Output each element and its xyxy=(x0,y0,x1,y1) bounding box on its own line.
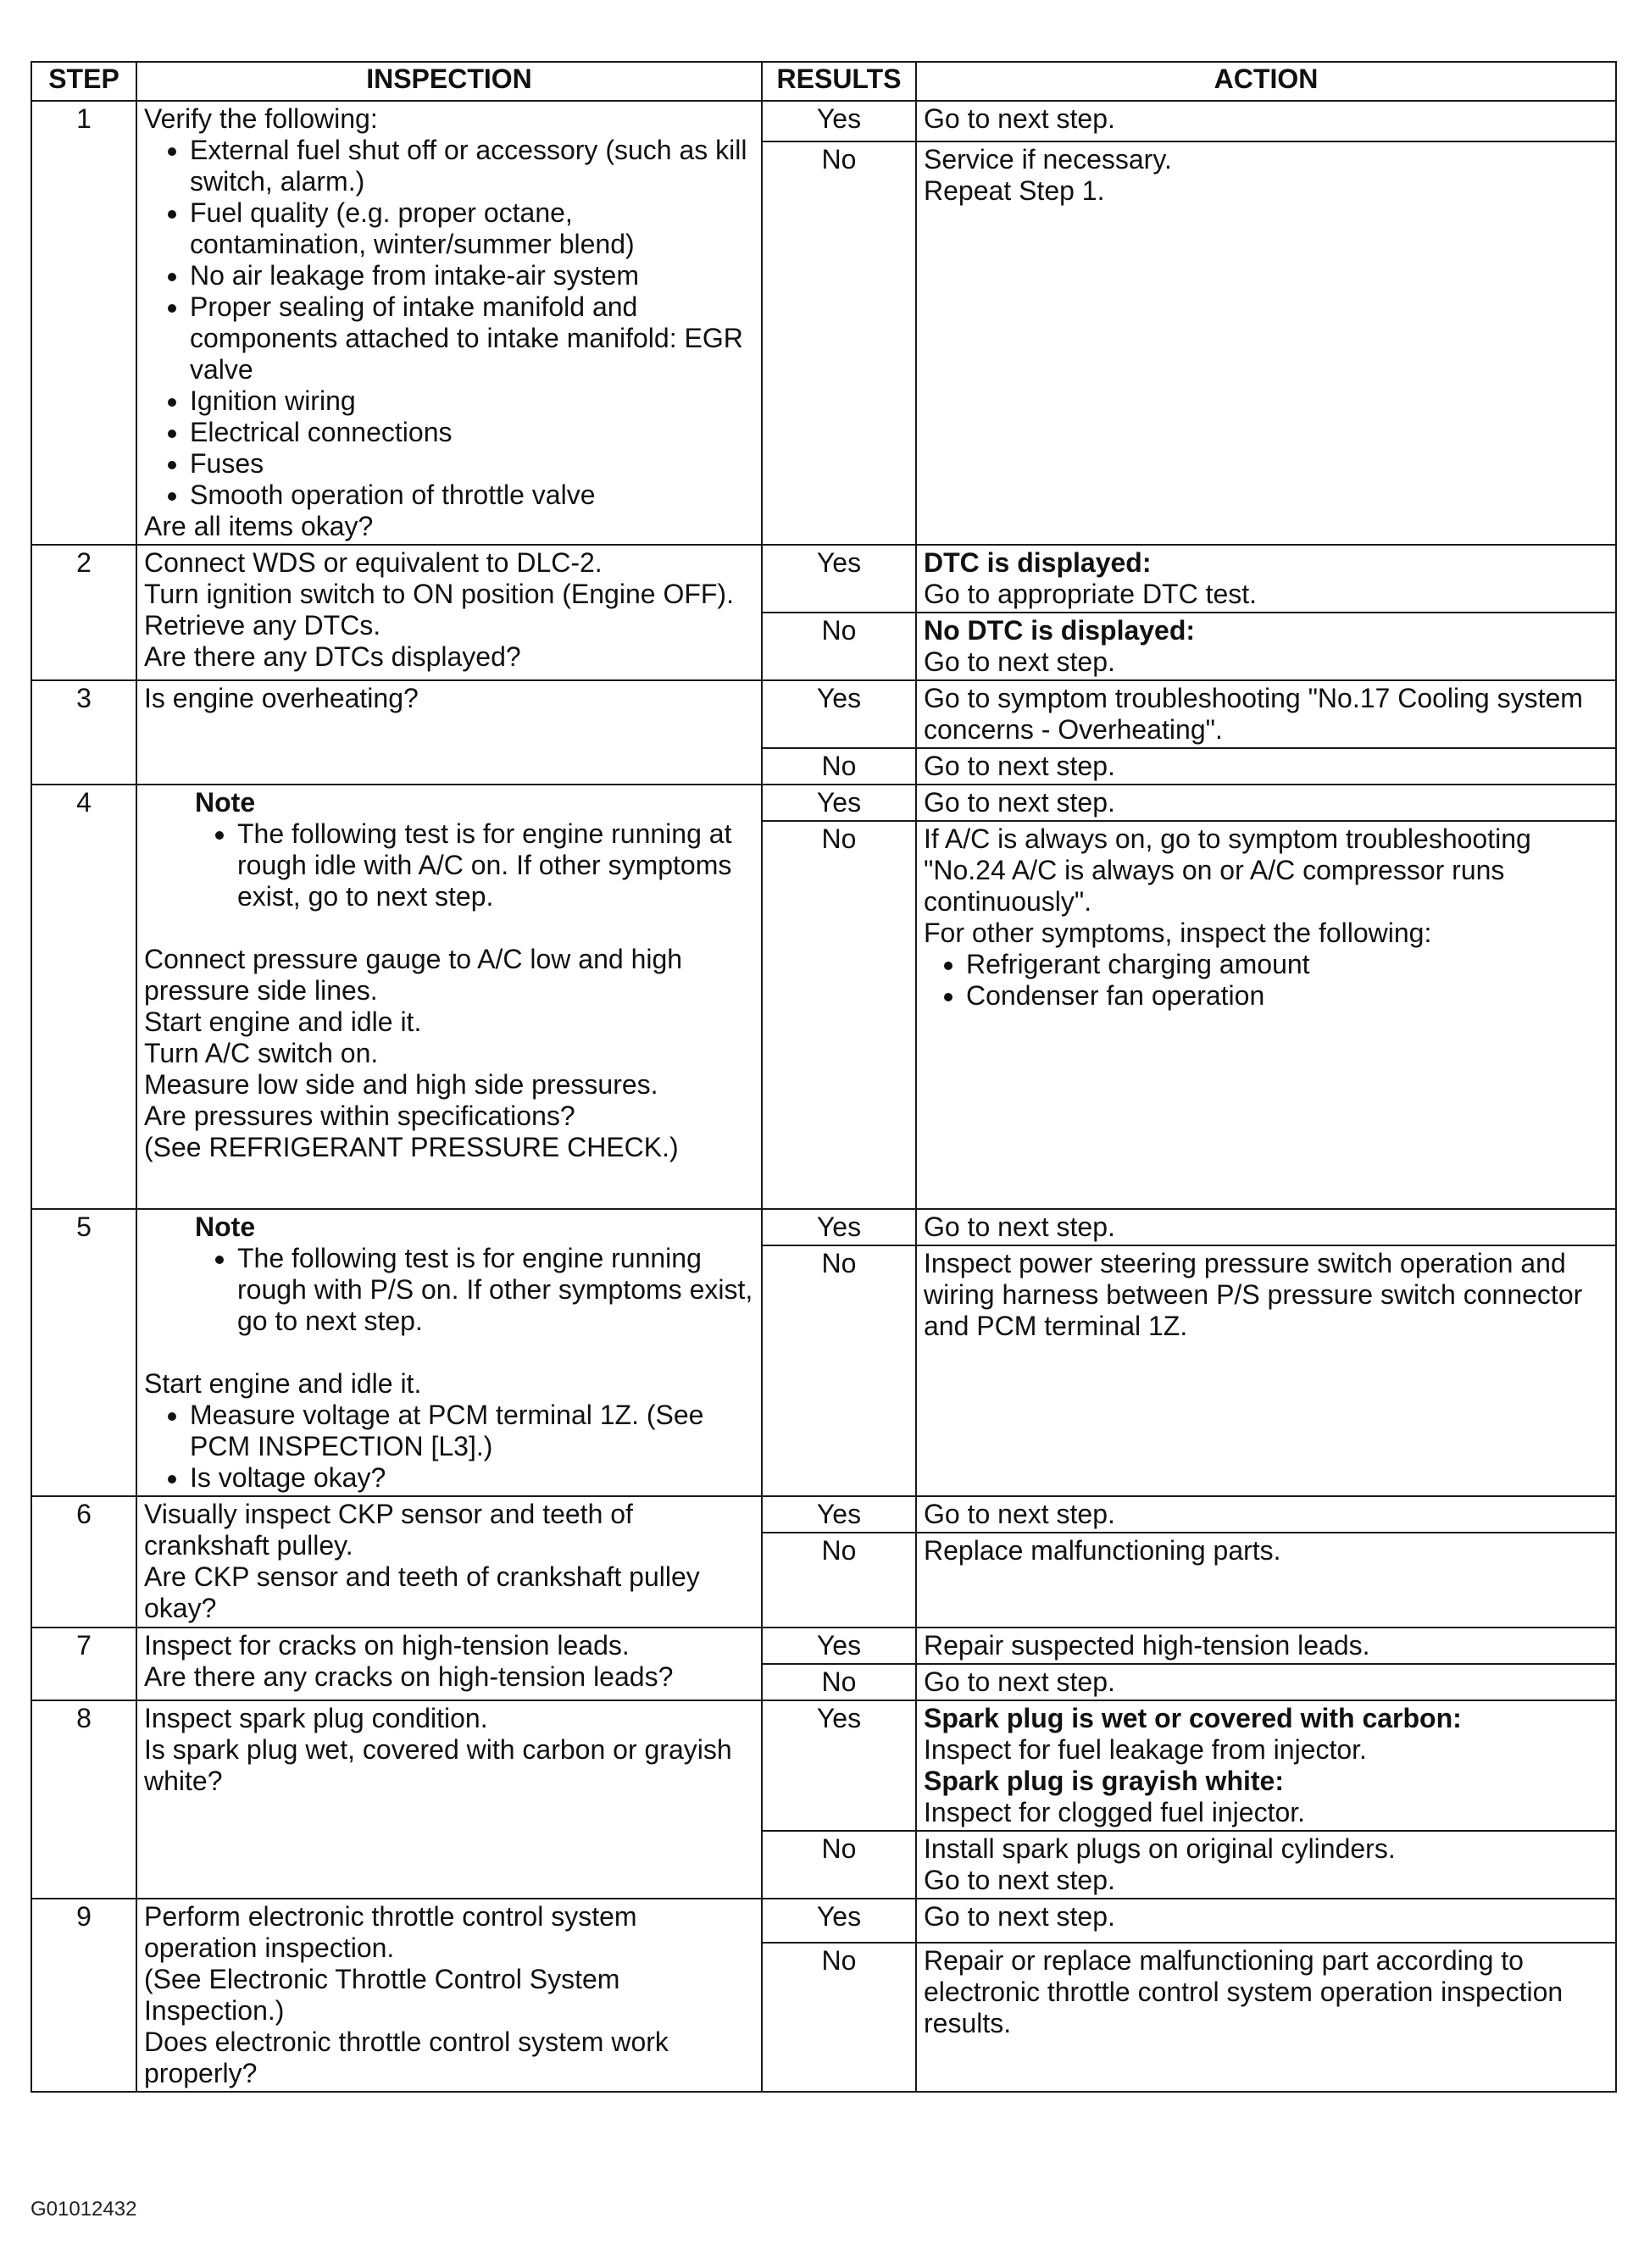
action-yes: Repair suspected high-tension leads. xyxy=(916,1628,1616,1664)
result-yes: Yes xyxy=(762,545,916,613)
action-title: Spark plug is wet or covered with carbon: xyxy=(924,1703,1462,1733)
inspection-list xyxy=(144,1400,754,1494)
step-4-yes-row xyxy=(31,785,1616,821)
spacer xyxy=(144,1337,754,1368)
action-line: Go to next step. xyxy=(924,1865,1115,1895)
result-no: No xyxy=(762,1245,916,1496)
action-no: Inspect power steering pressure switch operation and wiring harness between P/S pressure switch connector and PCM terminal 1Z. xyxy=(916,1245,1616,1496)
step-8-inspection xyxy=(136,1700,762,1899)
action-yes: Go to next step. xyxy=(916,1899,1616,1943)
action-list xyxy=(924,949,1608,1012)
result-no: No xyxy=(762,141,916,545)
action-yes: Go to next step. xyxy=(916,1496,1616,1533)
inspection-line: Perform electronic throttle control system operation inspection. xyxy=(144,1901,637,1963)
action-item: • Condenser fan operation xyxy=(966,980,1608,1012)
inspection-line: Connect WDS or equivalent to DLC-2. xyxy=(144,547,603,578)
inspection-line: Turn ignition switch to ON position (Engine OFF). xyxy=(144,579,734,609)
action-no: Replace malfunctioning parts. xyxy=(916,1533,1616,1628)
step-3-yes-row xyxy=(31,680,1616,748)
inspection-line: Are pressures within specifications? xyxy=(144,1101,575,1131)
inspection-line: Is spark plug wet, covered with carbon or grayish white? xyxy=(144,1734,732,1796)
step-number: 3 xyxy=(31,680,136,785)
inspection-intro: Verify the following: xyxy=(144,103,378,134)
action-no: Repair or replace malfunctioning part according to electronic throttle control system operation inspection results. xyxy=(916,1943,1616,2092)
inspection-line: (See Electronic Throttle Control System Inspection.) xyxy=(144,1964,620,2026)
step-number: 2 xyxy=(31,545,136,680)
inspection-item: • Is voltage okay? xyxy=(190,1462,754,1494)
action-no xyxy=(916,1831,1616,1899)
note-text: • The following test is for engine running at rough idle with A/C on. If other symptoms exist, go to next step. xyxy=(237,818,754,912)
inspection-list xyxy=(144,135,754,511)
inspection-item: • Fuses xyxy=(190,448,754,480)
result-no: No xyxy=(762,1831,916,1899)
action-line: For other symptoms, inspect the following: xyxy=(924,918,1432,948)
step-4-inspection xyxy=(136,785,762,1209)
step-5-yes-row xyxy=(31,1209,1616,1245)
step-7-yes-row xyxy=(31,1628,1616,1664)
result-no: No xyxy=(762,1664,916,1700)
action-line: Service if necessary. xyxy=(924,144,1172,175)
step-5-inspection xyxy=(136,1209,762,1496)
step-6-inspection xyxy=(136,1496,762,1628)
action-yes: Go to next step. xyxy=(916,101,1616,141)
step-number: 8 xyxy=(31,1700,136,1899)
result-yes: Yes xyxy=(762,785,916,821)
header-results: RESULTS xyxy=(762,62,916,101)
action-title: No DTC is displayed: xyxy=(924,615,1196,646)
action-item: • Refrigerant charging amount xyxy=(966,949,1608,980)
inspection-line: Start engine and idle it. xyxy=(144,1368,422,1399)
action-title: DTC is displayed: xyxy=(924,547,1152,578)
inspection-question: Are all items okay? xyxy=(144,511,374,541)
header-row xyxy=(31,62,1616,101)
result-no: No xyxy=(762,1943,916,2092)
inspection-line: Connect pressure gauge to A/C low and high pressure side lines. xyxy=(144,944,683,1006)
action-no: Go to next step. xyxy=(916,1664,1616,1700)
note-text: • The following test is for engine running rough with P/S on. If other symptoms exist, go to next step. xyxy=(237,1243,754,1337)
inspection-item: • Smooth operation of throttle valve xyxy=(190,480,754,511)
step-1-inspection xyxy=(136,101,762,545)
step-number: 7 xyxy=(31,1628,136,1700)
step-8-yes-row xyxy=(31,1700,1616,1831)
action-yes: Go to next step. xyxy=(916,785,1616,821)
result-yes: Yes xyxy=(762,1628,916,1664)
inspection-line: Measure low side and high side pressures. xyxy=(144,1069,658,1100)
result-no: No xyxy=(762,821,916,1209)
action-title: Spark plug is grayish white: xyxy=(924,1766,1284,1796)
inspection-item: • Measure voltage at PCM terminal 1Z. (See PCM INSPECTION [L3].) xyxy=(190,1400,754,1462)
action-line: Inspect for clogged fuel injector. xyxy=(924,1797,1306,1827)
action-yes xyxy=(916,545,1616,613)
action-no xyxy=(916,821,1616,1209)
header-step: STEP xyxy=(31,62,136,101)
action-line: If A/C is always on, go to symptom troubleshooting "No.24 A/C is always on or A/C compressor runs continuously". xyxy=(924,823,1531,917)
result-yes: Yes xyxy=(762,1209,916,1245)
result-yes: Yes xyxy=(762,680,916,748)
inspection-line: Are there any cracks on high-tension leads? xyxy=(144,1661,674,1692)
note-title: Note xyxy=(195,787,256,818)
note-list xyxy=(195,1243,754,1337)
inspection-item: • Fuel quality (e.g. proper octane, contamination, winter/summer blend) xyxy=(190,197,754,260)
step-number: 1 xyxy=(31,101,136,545)
action-line: Go to appropriate DTC test. xyxy=(924,579,1258,609)
step-2-inspection xyxy=(136,545,762,680)
step-6-yes-row xyxy=(31,1496,1616,1533)
step-number: 6 xyxy=(31,1496,136,1628)
inspection-line: Does electronic throttle control system work properly? xyxy=(144,2027,669,2088)
step-9-inspection xyxy=(136,1899,762,2092)
step-number: 4 xyxy=(31,785,136,1209)
note-list xyxy=(195,818,754,912)
action-line: Go to next step. xyxy=(924,646,1115,677)
inspection-item: • External fuel shut off or accessory (such as kill switch, alarm.) xyxy=(190,135,754,197)
action-line: Inspect for fuel leakage from injector. xyxy=(924,1734,1367,1765)
step-number: 9 xyxy=(31,1899,136,2092)
action-yes: Go to next step. xyxy=(916,1209,1616,1245)
note-title: Note xyxy=(195,1212,256,1242)
inspection-line: Visually inspect CKP sensor and teeth of crankshaft pulley. xyxy=(144,1499,633,1561)
result-no: No xyxy=(762,1533,916,1628)
step-number: 5 xyxy=(31,1209,136,1496)
figure-id: G01012432 xyxy=(31,2198,137,2221)
action-no xyxy=(916,141,1616,545)
result-no: No xyxy=(762,613,916,680)
troubleshooting-table xyxy=(31,61,1617,2093)
step-9-yes-row xyxy=(31,1899,1616,1943)
inspection-item: • Proper sealing of intake manifold and components attached to intake manifold: EGR valve xyxy=(190,291,754,385)
inspection-line: Turn A/C switch on. xyxy=(144,1038,379,1068)
result-yes: Yes xyxy=(762,101,916,141)
inspection-line: Retrieve any DTCs. xyxy=(144,610,381,640)
result-yes: Yes xyxy=(762,1899,916,1943)
inspection-item: • Ignition wiring xyxy=(190,385,754,417)
inspection-line: Inspect spark plug condition. xyxy=(144,1703,488,1733)
action-no xyxy=(916,613,1616,680)
step-7-inspection xyxy=(136,1628,762,1700)
inspection-item: • Electrical connections xyxy=(190,417,754,448)
result-yes: Yes xyxy=(762,1700,916,1831)
inspection-line: Inspect for cracks on high-tension leads. xyxy=(144,1630,630,1661)
inspection-line: (See REFRIGERANT PRESSURE CHECK.) xyxy=(144,1132,679,1162)
result-yes: Yes xyxy=(762,1496,916,1533)
inspection-line: Are there any DTCs displayed? xyxy=(144,641,521,672)
header-action: ACTION xyxy=(916,62,1616,101)
inspection-item: • No air leakage from intake-air system xyxy=(190,260,754,291)
action-line: Repeat Step 1. xyxy=(924,175,1105,206)
spacer xyxy=(144,912,754,944)
action-no: Go to next step. xyxy=(916,748,1616,785)
inspection-line: Start engine and idle it. xyxy=(144,1006,422,1037)
inspection-line: Are CKP sensor and teeth of crankshaft pulley okay? xyxy=(144,1561,700,1623)
result-no: No xyxy=(762,748,916,785)
action-line: Install spark plugs on original cylinders. xyxy=(924,1833,1396,1864)
step-3-inspection: Is engine overheating? xyxy=(136,680,762,785)
action-yes xyxy=(916,1700,1616,1831)
header-inspection: INSPECTION xyxy=(136,62,762,101)
action-yes: Go to symptom troubleshooting "No.17 Cooling system concerns - Overheating". xyxy=(916,680,1616,748)
step-2-yes-row xyxy=(31,545,1616,613)
step-1-yes-row xyxy=(31,101,1616,141)
